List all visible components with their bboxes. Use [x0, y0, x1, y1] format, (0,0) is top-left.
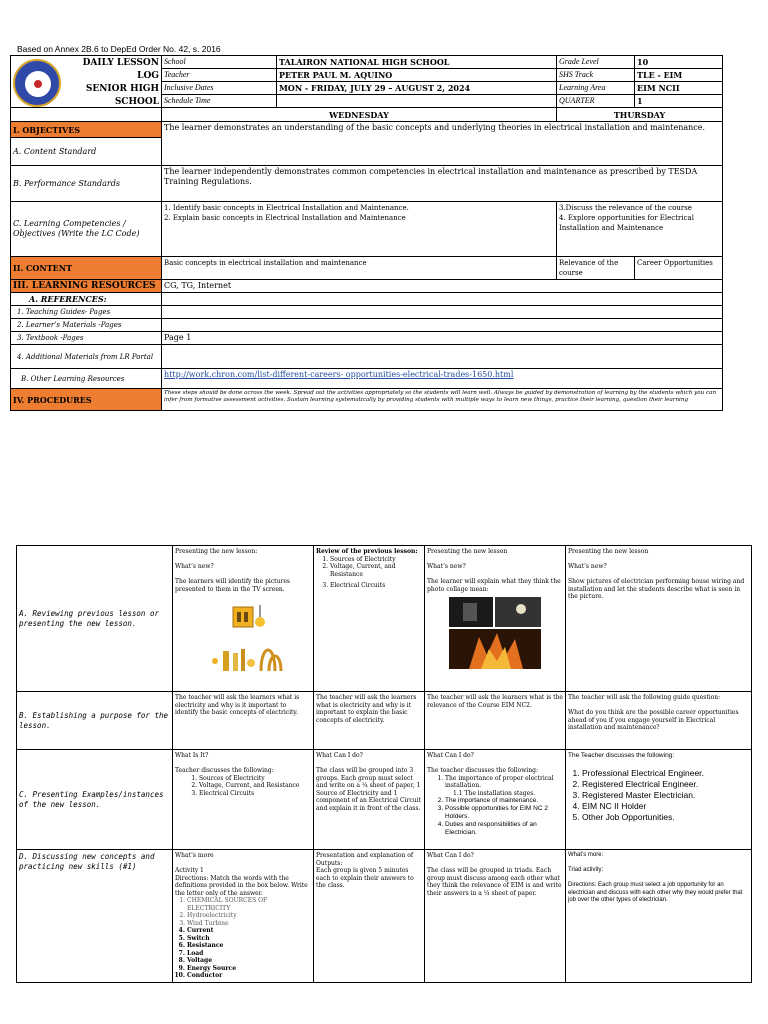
other-resources-label: B. Other Learning Resources	[11, 369, 162, 389]
other-resources-link[interactable]: http://work.chron.com/list-different-careers- opportunities-electrical-trades-1650.html	[162, 369, 723, 389]
objectives-text: The learner demonstrates an understanding of the basic concepts and underlying theories in electrical installation and maintenance.	[162, 122, 723, 166]
competencies-wed: 1. Identify basic concepts in Electrical Installation and Maintenance. 2. Explain basic concepts in Electrical Installation and Maintenance	[162, 202, 557, 257]
row-b-col3: The teacher will ask the learners what is the relevance of the Course EIM NC2.	[425, 692, 566, 750]
area-value: EIM NCII	[635, 82, 723, 95]
photo-collage-icon	[449, 597, 541, 669]
row-d-col3: What Can I do? The class will be grouped in triads. Each group must discuss among each other what they think the relevance of EIM is and write their answers in a ¼ sheet of paper.	[425, 850, 566, 983]
row-d-col2: Presentation and explanation of Outputs: Each group is given 5 minutes each to explain their answers to the class.	[314, 850, 425, 983]
content-heading: II. CONTENT	[11, 257, 162, 280]
row-c-label: C. Presenting Examples/instances of the new lesson.	[17, 750, 173, 850]
annex-note: Based on Annex 2B.6 to DepEd Order No. 42, s. 2016	[17, 44, 221, 54]
ref-learners-materials: 2. Learner’s Materials -Pages	[11, 319, 162, 332]
row-a-col3: Presenting the new lesson What’s new? The learner will explain what they think the photo collage mean:	[425, 546, 566, 692]
quarter-label: QUARTER	[557, 95, 635, 108]
row-b-col4: The teacher will ask the following guide question: What do you think are the possible career opportunities ahead of you if you engage yourself in Electrical installation and maintenance?	[566, 692, 752, 750]
grade-value: 10	[635, 56, 723, 69]
row-d-col1: What’s more Activity 1 Directions: Match the words with the definitions provided in the box below. Write the letter only of the answer. 1. CHEMICAL SOURCES OF ELECTRICITY 2. Hydroelectricity 3. Wind Turbine 4. Current 5. Switch 6. Resistance 7. Load 8. Voltage 9. Energy Source 10. Conductor	[173, 850, 314, 983]
performance-standards-text: The learner independently demonstrates common competencies in electrical installation and maintenance as prescribed by TESDA Training Regulations.	[162, 166, 723, 202]
references-label: A. REFERENCES:	[11, 293, 162, 306]
row-c-col4: The Teacher discusses the following: 1. Professional Electrical Engineer. 2. Registered Electrical Engineer. 3. Registered Master Electrician. 4. EIM NC II Holder 5. Other Job Opportunities.	[566, 750, 752, 850]
performance-standards-label: B. Performance Standards	[11, 166, 162, 202]
row-c-col1: What Is It? Teacher discusses the following: 1. Sources of Electricity 2. Voltage, Current, and Resistance 3. Electrical Circuits	[173, 750, 314, 850]
resources-heading: III. LEARNING RESOURCES	[11, 280, 162, 293]
day-thursday: THURSDAY	[557, 108, 723, 122]
electric-meter-illustration-icon	[175, 593, 311, 678]
teacher-label: Teacher	[162, 69, 277, 82]
row-c-col2: What Can I do? The class will be grouped into 3 groups. Each group must select and write on a ¼ sheet of paper, 1 Source of Electricity and 1 component of an Electrical Circuit and explain it in front of the class.	[314, 750, 425, 850]
quarter-value: 1	[635, 95, 723, 108]
objectives-heading: I. OBJECTIVES	[11, 122, 162, 138]
title-line-4: SCHOOL	[114, 97, 159, 107]
teacher-value: PETER PAUL M. AQUINO	[277, 69, 557, 82]
title-line-2: LOG	[137, 71, 159, 81]
row-b-label: B. Establishing a purpose for the lesson.	[17, 692, 173, 750]
ref-additional-materials: 4. Additional Materials from LR Portal	[11, 345, 162, 369]
procedures-heading: IV. PROCEDURES	[11, 389, 162, 411]
content-thu-1: Relevance of the course	[557, 257, 635, 280]
track-label: SHS Track	[557, 69, 635, 82]
row-d-col4: What’s more: Triad activity: Directions: Each group must select a job opportunity for an electrician and discuss with each other why they would prefer that job over the other types of electrician.	[566, 850, 752, 983]
ref-textbook: 3. Textbook -Pages	[11, 332, 162, 345]
competencies-label: C. Learning Competencies / Objectives (Write the LC Code)	[11, 202, 162, 257]
row-d-label: D. Discussing new concepts and practicing new skills (#1)	[17, 850, 173, 983]
title-line-3: SENIOR HIGH	[85, 84, 159, 94]
row-b-col1: The teacher will ask the learners what is electricity and why is it important to identify the basic concepts of electricity.	[173, 692, 314, 750]
ref-teaching-guides: 1. Teaching Guides- Pages	[11, 306, 162, 319]
ref-textbook-value: Page 1	[162, 332, 723, 345]
row-a-label: A. Reviewing previous lesson or presenting the new lesson.	[17, 546, 173, 692]
dates-label: Inclusive Dates	[162, 82, 277, 95]
track-value: TLE - EIM	[635, 69, 723, 82]
time-value	[277, 95, 557, 108]
row-b-col2: The teacher will ask the learners what is electricity and why is it important to explain the basic concepts of electricity.	[314, 692, 425, 750]
content-standard-label: A. Content Standard	[11, 138, 162, 166]
dates-value: MON - FRIDAY, JULY 29 – AUGUST 2, 2024	[277, 82, 557, 95]
row-c-col3: What Can I do? The teacher discusses the following: 1. The importance of proper electrical installation. 1.1 The installation stages. 2. The importance of maintenance. 3. Possible opportunities for EIM NC 2 Holders. 4. Duties and responsibilities of an Electrician.	[425, 750, 566, 850]
deped-seal-logo-icon	[13, 57, 61, 107]
row-a-col2: Review of the previous lesson: 1. Sources of Electricity 2. Voltage, Current, and Resistance 3. Electrical Circuits	[314, 546, 425, 692]
resources-text: CG, TG, Internet	[162, 280, 723, 293]
day-wednesday: WEDNESDAY	[162, 108, 557, 122]
procedures-text: These steps should be done across the week. Spread out the activities appropriately so the students will learn well. Always be guided by demonstration of learning by the students which you can infer from formative assessment activities. Sustain learning systematically by providing students with multiple ways to learn new things, practice their learning, question their learning	[162, 389, 723, 411]
grade-label: Grade Level	[557, 56, 635, 69]
competencies-thu: 3.Discuss the relevance of the course 4. Explore opportunities for Electrical Installation and Maintenance	[557, 202, 723, 257]
procedures-table	[16, 545, 752, 983]
school-label: School	[162, 56, 277, 69]
time-label: Schedule Time	[162, 95, 277, 108]
area-label: Learning Area	[557, 82, 635, 95]
dll-header-table	[10, 55, 723, 411]
row-a-col4: Presenting the new lesson What’s new? Show pictures of electrician performing house wiring and installation and let the students describe what is seen in the picture.	[566, 546, 752, 692]
content-thu-2: Career Opportunities	[635, 257, 723, 280]
header-title-cell	[11, 56, 162, 108]
title-line-1: DAILY LESSON	[82, 58, 159, 68]
row-a-col1: Presenting the new lesson: What’s new? The learners will identify the pictures presented to them in the TV screen.	[173, 546, 314, 692]
school-value: TALAIRON NATIONAL HIGH SCHOOL	[277, 56, 557, 69]
content-wed: Basic concepts in electrical installation and maintenance	[162, 257, 557, 280]
